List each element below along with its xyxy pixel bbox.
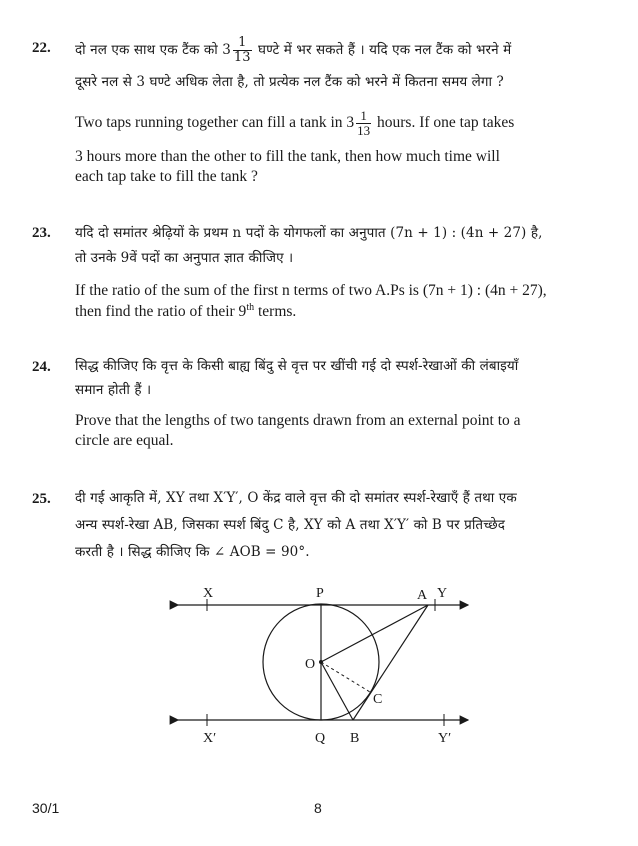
hindi-line-1: सिद्ध कीजिए कि वृत्त के किसी बाह्य बिंदु से वृत्त पर खींची गई दो स्पर्श-रेखाओं की लंबाइयाँ bbox=[75, 358, 519, 374]
question-number: 24. bbox=[32, 359, 51, 375]
english-line-3: each tap take to fill the tank ? bbox=[75, 168, 258, 185]
paper-code: 30/1 bbox=[32, 800, 60, 816]
label-o: O bbox=[305, 657, 316, 672]
center-point bbox=[319, 660, 323, 664]
english-line-2: 3 hours more than the other to fill the tank, then how much time will bbox=[75, 148, 500, 165]
fraction-denominator: 13 bbox=[233, 50, 251, 65]
page-number: 8 bbox=[314, 800, 322, 816]
english-text: hours. If one tap takes bbox=[377, 114, 515, 132]
hindi-line-1: दी गई आकृति में, XY तथा X′Y′, O केंद्र वाले वृत्त की दो समांतर स्पर्श-रेखाएँ हैं तथा एक bbox=[75, 490, 517, 506]
hindi-line-3: करती है । सिद्ध कीजिए कि ∠ AOB = 90°. bbox=[75, 544, 310, 560]
hindi-line-2: समान होती हैं । bbox=[75, 382, 152, 398]
fraction-numerator: 1 bbox=[356, 109, 371, 124]
english-text: Two taps running together can fill a tank in 3 bbox=[75, 114, 355, 132]
english-line-1: If the ratio of the sum of the first n terms of two A.Ps is (7n + 1) : (4n + 27), bbox=[75, 282, 547, 299]
english-line-1: Prove that the lengths of two tangents drawn from an external point to a bbox=[75, 412, 521, 429]
english-line-2: circle are equal. bbox=[75, 432, 174, 449]
label-y: Y bbox=[437, 586, 448, 601]
label-yp: Y′ bbox=[438, 731, 452, 746]
segment-oc bbox=[321, 662, 370, 692]
english-text: then find the ratio of their 9 bbox=[75, 303, 247, 321]
superscript: th bbox=[246, 302, 255, 313]
fraction-denominator: 13 bbox=[357, 123, 371, 138]
segment-ab bbox=[353, 605, 428, 720]
question-number: 22. bbox=[32, 40, 51, 56]
english-text: terms. bbox=[254, 303, 297, 321]
label-q: Q bbox=[315, 731, 326, 746]
hindi-line-2: तो उनके 9वें पदों का अनुपात ज्ञात कीजिए । bbox=[75, 250, 294, 266]
label-xp: X′ bbox=[203, 731, 217, 746]
hindi-line-1: यदि दो समांतर श्रेढ़ियों के प्रथम n पदों के योगफलों का अनुपात (7n + 1) : (4n + 27) है, bbox=[75, 225, 543, 241]
question-number: 23. bbox=[32, 225, 51, 241]
question-number: 25. bbox=[32, 491, 51, 507]
label-p: P bbox=[316, 586, 324, 601]
hindi-line-2: दूसरे नल से 3 घण्टे अधिक लेता है, तो प्रत्येक नल टैंक को भरने में कितना समय लेगा ? bbox=[75, 74, 504, 90]
fraction-numerator: 1 bbox=[233, 36, 252, 51]
label-b: B bbox=[350, 731, 360, 746]
hindi-text: दो नल एक साथ एक टैंक को 3 bbox=[75, 42, 231, 58]
hindi-text: घण्टे में भर सकते हैं । यदि एक नल टैंक को भरने में bbox=[258, 42, 512, 58]
label-c: C bbox=[373, 692, 383, 707]
segment-oa bbox=[321, 605, 428, 662]
hindi-line-2: अन्य स्पर्श-रेखा AB, जिसका स्पर्श बिंदु C है, XY को A तथा X′Y′ को B पर प्रतिच्छेद bbox=[75, 517, 505, 533]
segment-ob bbox=[321, 662, 353, 720]
label-a: A bbox=[417, 588, 428, 603]
label-x: X bbox=[203, 586, 214, 601]
